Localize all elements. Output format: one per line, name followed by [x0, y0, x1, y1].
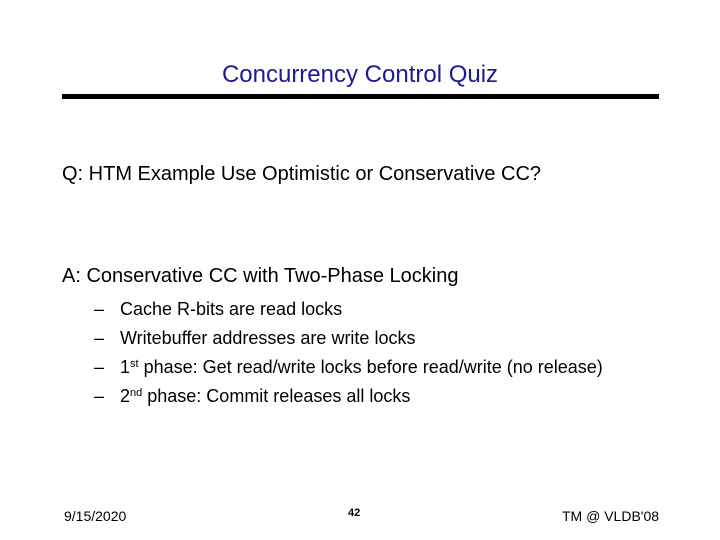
title-divider — [62, 94, 659, 99]
footer-venue: TM @ VLDB'08 — [562, 508, 660, 524]
bullet-ordinal-suffix: st — [130, 358, 139, 370]
footer-page-number: 42 — [348, 507, 361, 519]
answer-text: A: Conservative CC with Two-Phase Locking — [62, 265, 459, 287]
bullet-text: phase: Commit releases all locks — [142, 386, 411, 406]
answer-bullet-list — [94, 295, 603, 411]
bullet-ordinal-suffix: nd — [130, 387, 143, 399]
bullet-item — [94, 324, 603, 353]
question-text: Q: HTM Example Use Optimistic or Conservative CC? — [62, 163, 542, 185]
bullet-ordinal: 1 — [120, 357, 131, 377]
bullet-text: phase: Get read/write locks before read/write (no release) — [138, 357, 603, 377]
bullet-dash: – — [94, 357, 105, 377]
bullet-dash: – — [94, 299, 105, 319]
bullet-item — [94, 382, 603, 411]
bullet-text: Cache R-bits are read locks — [120, 299, 343, 319]
bullet-item — [94, 353, 603, 382]
footer-date: 9/15/2020 — [64, 508, 127, 524]
bullet-ordinal: 2 — [120, 386, 131, 406]
bullet-dash: – — [94, 386, 105, 406]
bullet-text-rich — [120, 353, 603, 382]
bullet-text: Writebuffer addresses are write locks — [120, 328, 416, 348]
bullet-item — [94, 295, 603, 324]
bullet-text-rich — [120, 382, 410, 411]
bullet-dash: – — [94, 328, 105, 348]
slide-title: Concurrency Control Quiz — [221, 61, 499, 88]
